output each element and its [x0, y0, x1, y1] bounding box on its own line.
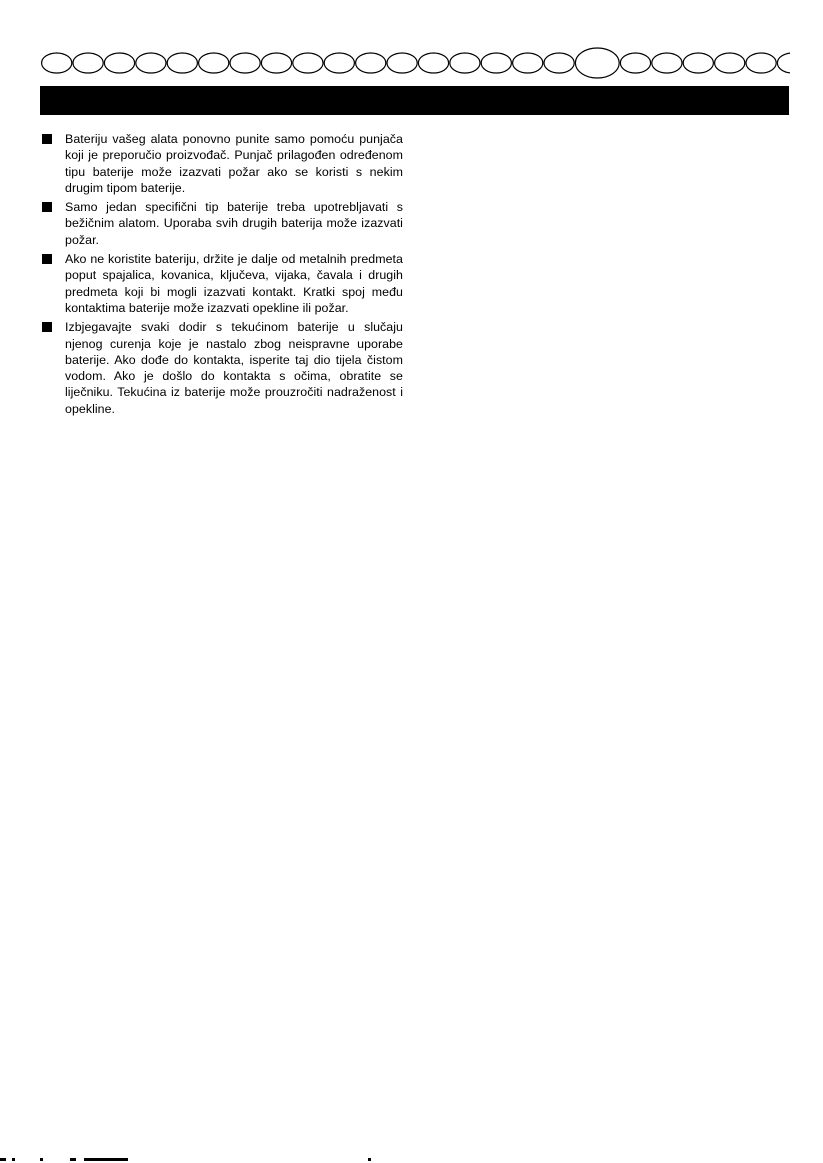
language-tab	[418, 53, 448, 73]
language-tab	[387, 53, 417, 73]
print-marks	[0, 1156, 823, 1163]
safety-item	[41, 131, 403, 196]
safety-item-text: Ako ne koristite bateriju, držite je dalje od metalnih predmeta poput spajalica, kovanica, ključeva, vijaka, čavala i drugih predmeta koji bi mogli izazvati kontakt. Kratki spoj među kontaktima baterije može izazvati opekline ili požar.	[65, 252, 403, 315]
language-tab	[136, 53, 166, 73]
safety-item	[41, 199, 403, 248]
section-header-bar	[40, 86, 789, 115]
language-tab	[73, 53, 103, 73]
language-tab-ovals	[40, 47, 790, 79]
square-bullet-icon	[42, 322, 52, 332]
language-tab	[261, 53, 291, 73]
safety-item-text: Bateriju vašeg alata ponovno punite samo pomoću punjača koji je preporučio proizvođač. Punjač prilagođen određenom tipu baterije može izazvati požar ako se koristi s nekim drugim tipom baterije.	[65, 132, 403, 195]
language-tab	[544, 53, 574, 73]
safety-instructions	[41, 131, 403, 420]
language-tab	[104, 53, 134, 73]
language-tab	[450, 53, 480, 73]
square-bullet-icon	[42, 134, 52, 144]
language-tab	[356, 53, 386, 73]
language-tab	[481, 53, 511, 73]
language-tab	[324, 53, 354, 73]
language-tab	[230, 53, 260, 73]
language-tab	[199, 53, 229, 73]
language-tab	[777, 53, 790, 73]
language-tab	[513, 53, 543, 73]
safety-item-text: Izbjegavajte svaki dodir s tekućinom baterije u slučaju njenog curenja koje je nastalo zbog neispravne uporabe baterije. Ako dođe do kontakta, isperite taj dio tijela čistom vodom. Ako je došlo do kontakta s očima, obratite se liječniku. Tekućina iz baterije može prouzročiti nadraženost i opekline.	[65, 320, 403, 416]
safety-item	[41, 251, 403, 316]
language-tab	[293, 53, 323, 73]
language-tab	[683, 53, 713, 73]
language-tab	[167, 53, 197, 73]
language-tab	[746, 53, 776, 73]
safety-item	[41, 319, 403, 417]
safety-item-text: Samo jedan specifični tip baterije treba upotrebljavati s bežičnim alatom. Uporaba svih drugih baterija može izazvati požar.	[65, 200, 403, 247]
language-tabs	[40, 47, 790, 79]
language-tab	[620, 53, 650, 73]
square-bullet-icon	[42, 254, 52, 264]
language-tab	[652, 53, 682, 73]
square-bullet-icon	[42, 202, 52, 212]
language-tab	[715, 53, 745, 73]
language-tab-active	[575, 48, 619, 78]
language-tab	[42, 53, 72, 73]
